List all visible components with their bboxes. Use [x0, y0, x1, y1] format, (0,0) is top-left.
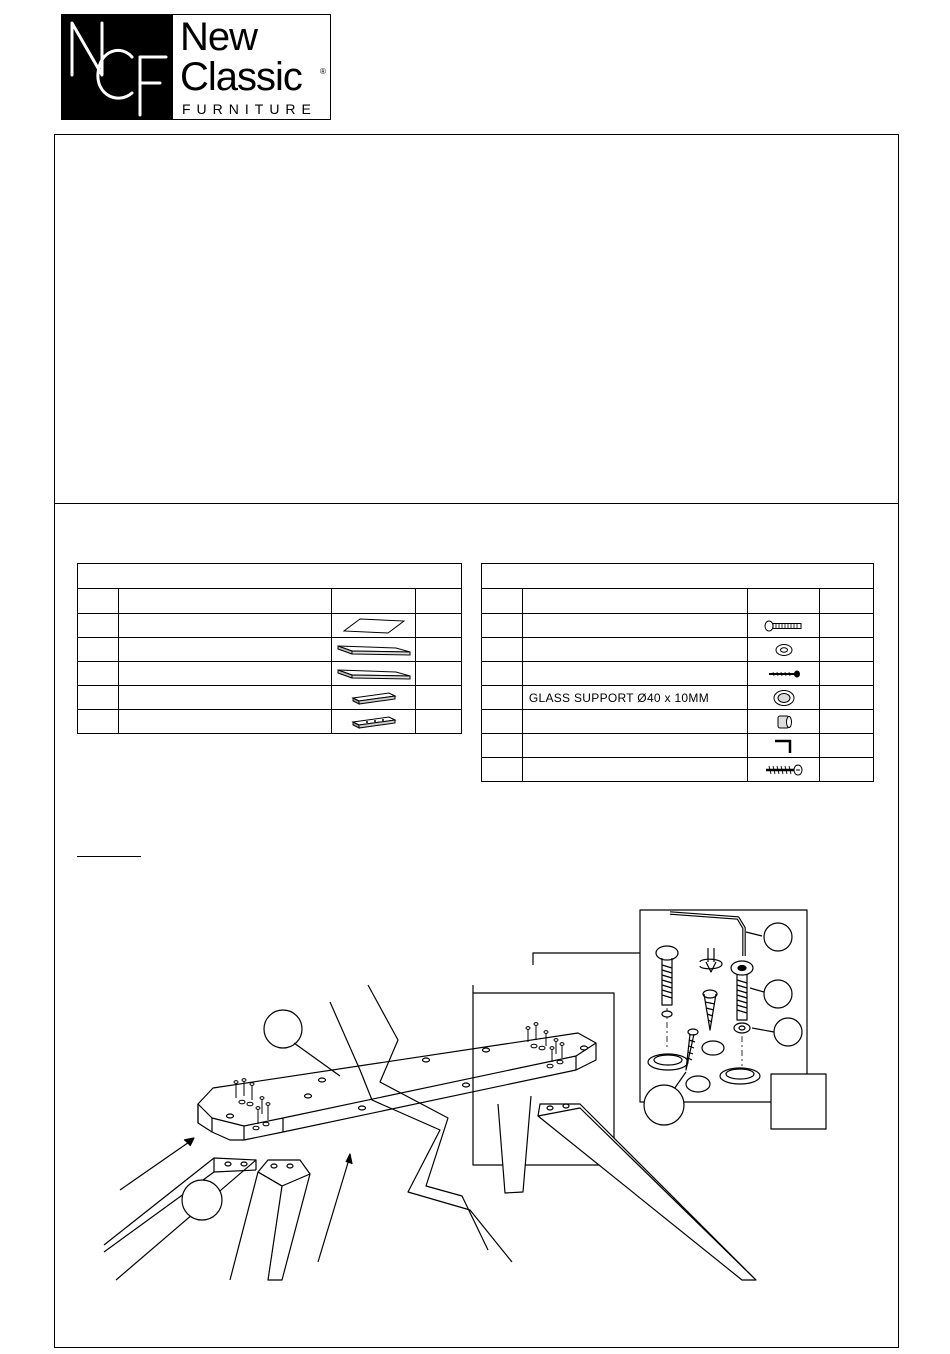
reference-box [771, 1074, 826, 1129]
glass-support-description: GLASS SUPPORT Ø40 x 10MM [522, 686, 747, 710]
left-leg [104, 1158, 256, 1280]
right-leg [538, 1104, 756, 1280]
pointer-arrow [318, 1156, 350, 1262]
break-line [330, 1002, 512, 1262]
registered-mark: ® [320, 67, 326, 76]
pointer-arrow [120, 1140, 192, 1190]
brand-name-classic: Classic [180, 55, 302, 99]
callout-circle [264, 1010, 302, 1048]
center-leg [230, 1160, 310, 1280]
brand-name-furniture: FURNITURE [182, 101, 317, 117]
callout-circle [182, 1180, 222, 1220]
brand-name-new: New [180, 15, 258, 59]
